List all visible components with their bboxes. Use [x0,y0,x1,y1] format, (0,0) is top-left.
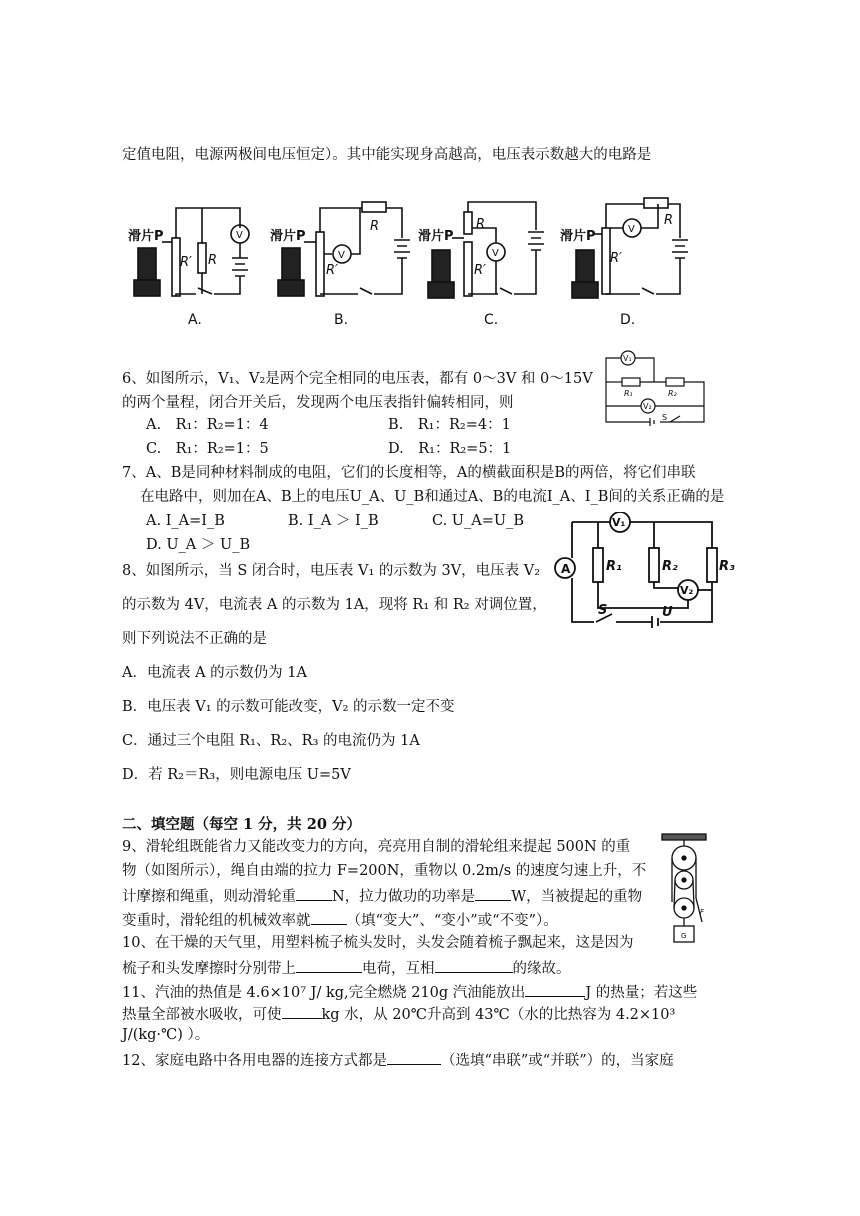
q9-line2: 物（如图所示），绳自由端的拉力 F=200N，重物以 0.2m/s 的速度匀速上升，不 [122,863,647,879]
figure-a [128,208,249,328]
svg-text:R′: R′ [180,255,192,270]
svg-text:R₁: R₁ [624,389,633,398]
svg-text:U: U [662,605,673,620]
q7-option-b: B. I_A ＞ I_B [288,513,379,529]
svg-text:V: V [628,224,635,235]
figure-c [418,202,544,328]
intro-text: 定值电阻，电源两极间电压恒定）。其中能实现身高越高，电压表示数越大的电路是 [122,147,652,163]
q6-option-d: D. R₁：R₂=5：1 [388,441,512,457]
svg-text:V: V [236,230,243,241]
svg-text:S: S [598,603,608,618]
q8-line3: 则下列说法不正确的是 [122,631,267,647]
q10-line1: 10、在干燥的天气里，用塑料梳子梳头发时，头发会随着梳子飘起来，这是因为 [122,935,634,951]
figure-c-caption: C. [484,312,499,328]
svg-text:滑片P: 滑片P [560,229,596,244]
svg-text:G: G [681,932,687,940]
q10-line2: 梳子和头发摩擦时分别带上 电荷，互相 的缘故。 [122,956,571,980]
q8-option-d: D．若 R₂＝R₃，则电源电压 U=5V [122,767,351,783]
svg-text:R₂: R₂ [668,389,677,398]
svg-text:滑片P: 滑片P [270,229,306,244]
svg-text:S: S [662,413,668,422]
q8-option-b: B．电压表 V₁ 的示数可能改变，V₂ 的示数一定不变 [122,699,455,715]
svg-text:F: F [700,908,705,916]
q7-line2: 在电路中，则加在A、B上的电压U_A、U_B和通过A、B的电流I_A、I_B间的关系正确的是 [140,489,725,505]
figure-a-caption: A. [188,312,202,328]
q7-option-a: A. I_A=I_B [146,513,225,529]
q9-blank-3[interactable] [311,908,347,925]
svg-text:R′: R′ [610,251,622,266]
q9-pulley-figure [660,832,708,948]
q7-option-c: C. U_A=U_B [432,513,525,529]
q8-line1: 8、如图所示，当 S 闭合时，电压表 V₁ 的示数为 3V，电压表 V₂ [122,563,541,579]
q8-line2: 的示数为 4V，电流表 A 的示数为 1A，现将 R₁ 和 R₂ 对调位置， [122,597,547,613]
svg-text:V₂: V₂ [643,402,652,411]
svg-text:R: R [664,213,674,228]
figure-b [270,202,410,328]
q9-blank-1[interactable] [296,884,332,901]
figure-d [560,198,688,328]
q11-line2: 热量全部被水吸收，可使 kg 水，从 20℃升高到 43℃（水的比热容为 4.2×10³ [122,1002,675,1026]
q9-line3: 计摩擦和绳重，则动滑轮重 N，拉力做功的功率是 W，当被提起的重物 [122,884,642,908]
svg-text:V₁: V₁ [623,354,632,363]
q9-line1: 9、滑轮组既能省力又能改变力的方向，亮亮用自制的滑轮组来提起 500N 的重 [122,839,631,855]
q10-blank-1[interactable] [296,956,362,973]
q5-circuit-figures [128,188,748,340]
q7-line1: 7、A、B是同种材料制成的电阻，它们的长度相等，A的横截面积是B的两倍，将它们串联 [122,465,696,481]
svg-text:V₁: V₁ [612,516,626,529]
q6-line2: 的两个量程，闭合开关后，发现两个电压表指针偏转相同，则 [122,395,514,411]
svg-text:R′: R′ [474,263,486,278]
svg-text:A: A [561,562,571,576]
svg-text:R: R [476,217,486,232]
q8-circuit-figure [552,512,748,630]
q8-option-c: C．通过三个电阻 R₁、R₂、R₃ 的电流仍为 1A [122,733,420,749]
q9-blank-2[interactable] [475,884,511,901]
q11-line3: J/(kg·℃) ）。 [122,1027,210,1043]
svg-text:R₃: R₃ [719,559,735,574]
svg-text:滑片P: 滑片P [418,229,454,244]
q12-blank-1[interactable] [387,1048,441,1065]
svg-text:R₁: R₁ [606,559,622,574]
q7-option-d: D. U_A ＞ U_B [146,537,251,553]
svg-text:V: V [492,248,499,259]
q6-circuit-figure [600,348,710,430]
q8-option-a: A．电流表 A 的示数仍为 1A [122,665,307,681]
svg-text:R: R [208,253,218,268]
figure-b-caption: B. [334,312,349,328]
q6-option-a: A. R₁：R₂=1：4 [146,417,269,433]
svg-text:R′: R′ [326,263,338,278]
svg-text:V₂: V₂ [680,584,694,597]
q11-blank-2[interactable] [282,1002,322,1019]
svg-text:R: R [370,219,380,234]
q11-blank-1[interactable] [525,980,585,997]
figure-a-slider-label: 滑片P [128,229,164,244]
q11-line1: 11、汽油的热值是 4.6×10⁷ J/ kg,完全燃烧 210g 汽油能放出 J 的热量；若这些 [122,980,697,1004]
svg-text:R₂: R₂ [662,559,678,574]
q6-line1: 6、如图所示，V₁、V₂是两个完全相同的电压表，都有 0～3V 和 0～15V [122,371,593,387]
section2-title: 二、填空题（每空 1 分，共 20 分） [122,816,361,833]
svg-text:V: V [338,250,345,261]
q12-line1: 12、家庭电路中各用电器的连接方式都是 （选填“串联”或“并联”）的，当家庭 [122,1048,674,1072]
q10-blank-2[interactable] [435,956,513,973]
q6-option-b: B. R₁：R₂=4：1 [388,417,511,433]
q9-line4: 变重时，滑轮组的机械效率就 （填“变大”、“变小”或“不变”）。 [122,908,558,932]
q6-option-c: C. R₁：R₂=1：5 [146,441,269,457]
figure-d-caption: D. [620,312,636,328]
